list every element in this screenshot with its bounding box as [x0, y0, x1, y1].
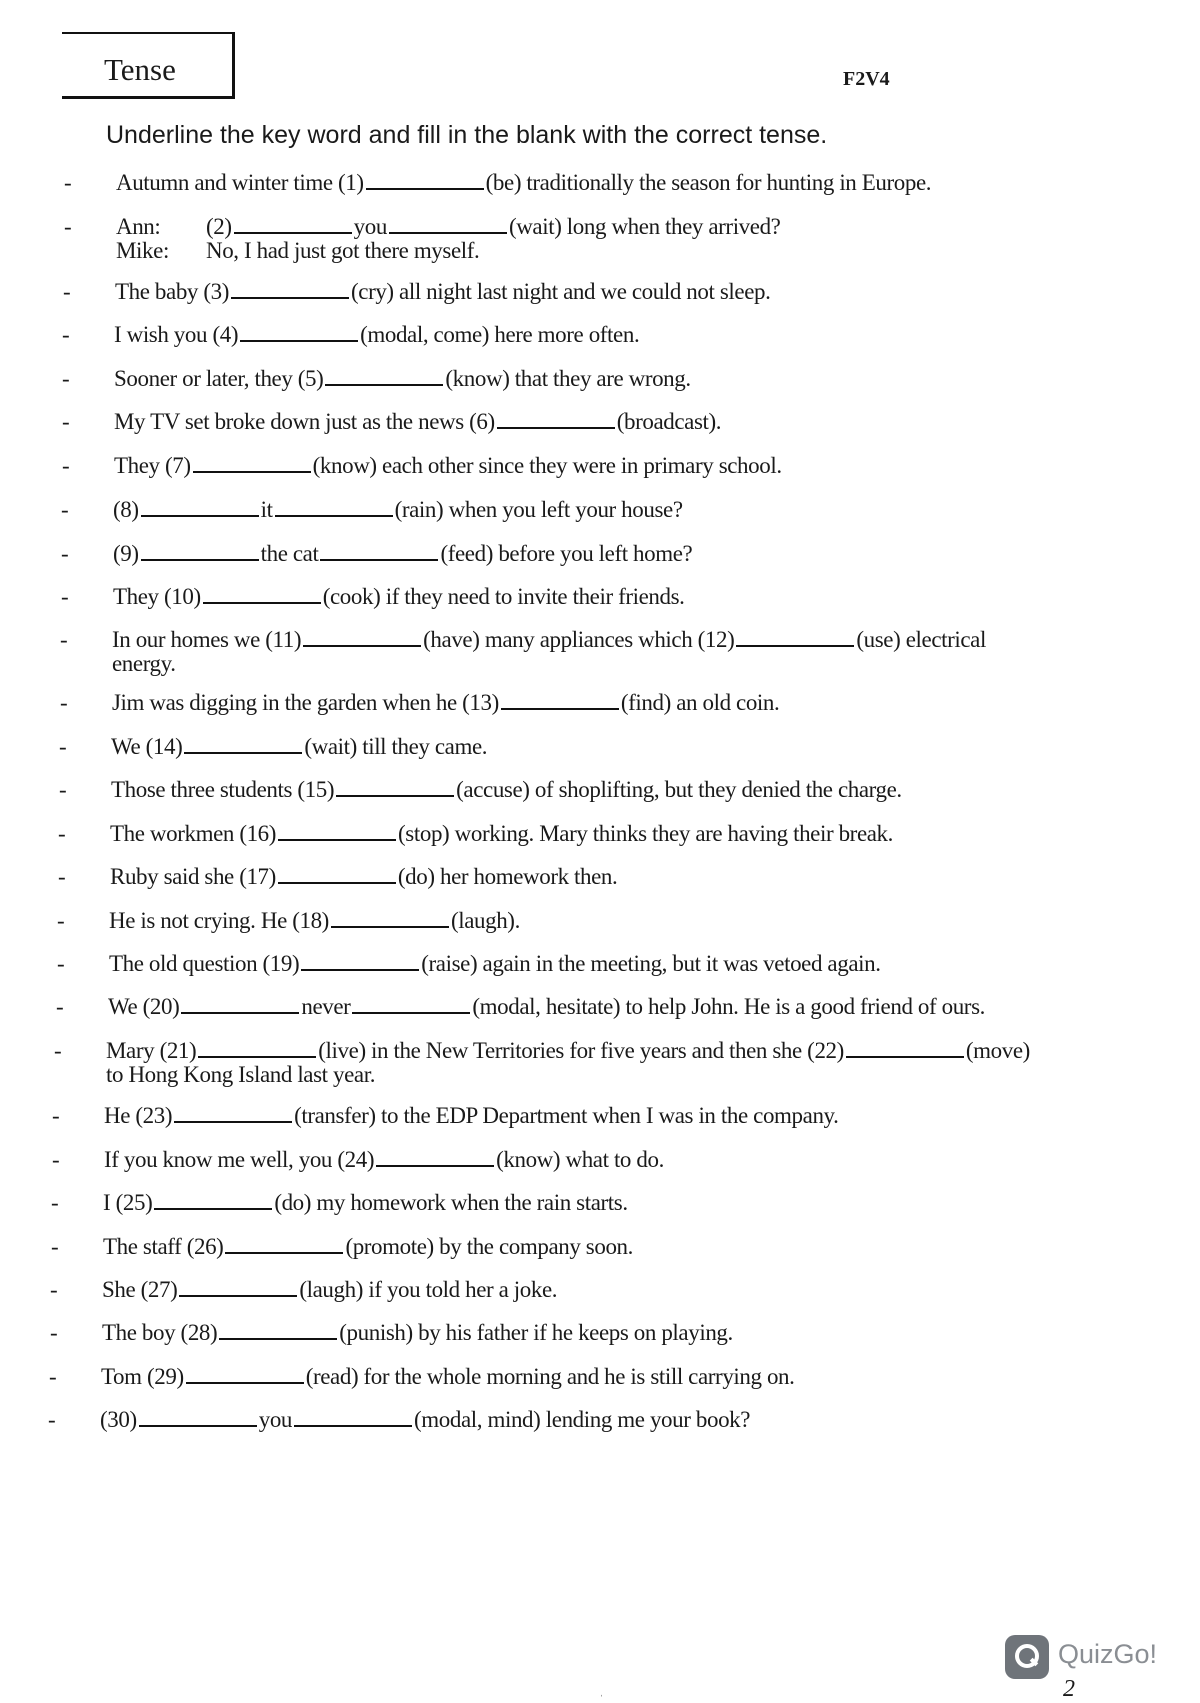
question-item — [51, 1190, 1200, 1215]
question-text: The baby (3) — [115, 279, 229, 304]
answer-blank[interactable] — [141, 543, 259, 561]
question-text: (do) my homework when the rain starts. — [274, 1190, 628, 1215]
question-text: (modal, come) here more often. — [360, 322, 640, 347]
question-text: (modal, hesitate) to help John. He is a good friend of ours. — [472, 994, 985, 1019]
bullet-dash: - — [57, 908, 65, 933]
bullet-dash: - — [60, 627, 68, 652]
question-text: (have) many appliances which (12) — [423, 627, 735, 652]
question-item — [50, 1277, 1200, 1302]
bullet-dash: - — [61, 584, 69, 609]
answer-blank[interactable] — [141, 499, 259, 517]
answer-blank[interactable] — [231, 281, 349, 299]
question-line — [114, 454, 1200, 478]
question-item — [62, 366, 1200, 391]
question-text: (promote) by the company soon. — [345, 1234, 634, 1259]
answer-blank[interactable] — [366, 172, 484, 190]
answer-blank[interactable] — [352, 996, 470, 1014]
question-item — [64, 214, 1200, 263]
question-text: I (25) — [103, 1190, 153, 1215]
question-text: (30) — [100, 1407, 137, 1432]
question-text: The old question (19) — [109, 951, 300, 976]
answer-blank[interactable] — [174, 1105, 292, 1123]
question-text: (raise) again in the meeting, but it was vetoed again. — [421, 951, 881, 976]
speaker-label: Mike: — [116, 238, 169, 263]
question-line — [100, 1408, 1200, 1432]
question-line — [114, 367, 1200, 391]
answer-blank[interactable] — [193, 455, 311, 473]
question-text: (cry) all night last night and we could not sleep. — [351, 279, 771, 304]
answer-blank[interactable] — [278, 823, 396, 841]
question-text: No, I had just got there myself. — [206, 238, 480, 263]
question-line — [103, 1191, 1200, 1215]
question-line — [110, 822, 1200, 846]
question-text: (8) — [113, 497, 139, 522]
question-text: (feed) before you left home? — [440, 541, 693, 566]
question-text: never — [301, 994, 351, 1019]
question-text: (read) for the whole morning and he is still carrying on. — [305, 1364, 795, 1389]
answer-blank[interactable] — [154, 1192, 272, 1210]
answer-blank[interactable] — [497, 411, 615, 429]
bullet-dash: - — [58, 864, 66, 889]
question-text: The workmen (16) — [110, 821, 277, 846]
question-text: (use) electrical — [856, 627, 986, 652]
question-line — [109, 952, 1200, 976]
question-line — [111, 778, 1200, 802]
question-item — [62, 409, 1200, 434]
question-line — [108, 995, 1200, 1019]
question-item — [61, 497, 1200, 522]
bullet-dash: - — [58, 821, 66, 846]
question-line — [103, 1235, 1200, 1259]
quizgo-badge-icon — [1005, 1635, 1049, 1679]
question-item — [59, 777, 1200, 802]
question-line — [111, 735, 1200, 759]
question-text: (accuse) of shoplifting, but they denied the charge. — [456, 777, 902, 802]
answer-blank[interactable] — [331, 910, 449, 928]
question-item — [61, 584, 1200, 609]
question-item — [63, 279, 1200, 304]
question-item — [57, 951, 1200, 976]
answer-blank[interactable] — [179, 1279, 297, 1297]
answer-blank[interactable] — [389, 216, 507, 234]
question-text: He is not crying. He (18) — [109, 908, 329, 933]
question-text: (stop) working. Mary thinks they are having their break. — [398, 821, 894, 846]
question-item — [58, 864, 1200, 889]
answer-blank[interactable] — [240, 324, 358, 342]
question-item — [52, 1147, 1200, 1172]
worksheet-title: Tense — [104, 52, 176, 87]
question-text: you — [258, 1407, 293, 1432]
question-line — [102, 1278, 1200, 1302]
question-line — [102, 1321, 1200, 1345]
question-text: (modal, mind) lending me your book? — [414, 1407, 751, 1432]
question-item — [58, 821, 1200, 846]
question-text: She (27) — [102, 1277, 178, 1302]
question-line — [101, 1365, 1200, 1389]
question-item — [59, 734, 1200, 759]
question-text: He (23) — [104, 1103, 173, 1128]
bullet-dash: - — [51, 1190, 59, 1215]
answer-blank[interactable] — [234, 216, 352, 234]
question-text: (do) her homework then. — [397, 864, 618, 889]
instructions: Underline the key word and fill in the blank with the correct tense. — [106, 121, 828, 149]
question-line — [106, 1039, 1200, 1063]
quizgo-logo — [1005, 1633, 1175, 1681]
question-item — [64, 170, 1200, 195]
question-text: The staff (26) — [103, 1234, 224, 1259]
question-item — [54, 1038, 1200, 1087]
page-number: 2 — [1063, 1676, 1075, 1702]
speaker-label: Ann: — [116, 214, 161, 239]
question-line — [104, 1148, 1200, 1172]
question-line — [116, 171, 1200, 195]
question-line — [112, 691, 1200, 715]
answer-blank[interactable] — [336, 779, 454, 797]
question-text: In our homes we (11) — [112, 627, 302, 652]
bullet-dash: - — [61, 541, 69, 566]
answer-blank[interactable] — [501, 692, 619, 710]
question-text: Jim was digging in the garden when he (13) — [112, 690, 499, 715]
answer-blank[interactable] — [139, 1409, 257, 1427]
bullet-dash: - — [63, 279, 71, 304]
question-continuation: energy. — [112, 651, 176, 676]
answer-blank[interactable] — [184, 736, 302, 754]
question-item — [49, 1364, 1200, 1389]
bullet-dash: - — [61, 497, 69, 522]
question-text: Ruby said she (17) — [110, 864, 276, 889]
question-text: (laugh). — [450, 908, 520, 933]
question-text: (know) what to do. — [496, 1147, 664, 1172]
question-text: the cat — [260, 541, 319, 566]
question-line — [109, 909, 1200, 933]
bullet-dash: - — [54, 1038, 62, 1063]
question-item — [60, 690, 1200, 715]
question-item — [48, 1407, 1200, 1432]
question-line — [113, 542, 1200, 566]
question-item — [51, 1234, 1200, 1259]
scan-mark: ˌ — [600, 1686, 604, 1697]
question-line — [104, 1104, 1200, 1128]
bullet-dash: - — [62, 322, 70, 347]
question-item — [56, 994, 1200, 1019]
question-line — [113, 585, 1200, 609]
question-text: (9) — [113, 541, 139, 566]
bullet-dash: - — [59, 777, 67, 802]
answer-blank[interactable] — [294, 1409, 412, 1427]
question-line — [115, 280, 1200, 304]
question-text: (know) that they are wrong. — [445, 366, 691, 391]
answer-blank[interactable] — [303, 629, 421, 647]
question-text: Those three students (15) — [111, 777, 335, 802]
dialogue-line — [116, 239, 1200, 263]
question-text: (be) traditionally the season for hunting in Europe. — [485, 170, 932, 195]
bullet-dash: - — [57, 951, 65, 976]
answer-blank[interactable] — [198, 1040, 316, 1058]
question-text: Mary (21) — [106, 1038, 197, 1063]
question-text: Autumn and winter time (1) — [116, 170, 364, 195]
question-text: it — [260, 497, 273, 522]
question-text: (2) — [206, 214, 232, 239]
answer-blank[interactable] — [320, 543, 438, 561]
question-text: (wait) long when they arrived? — [508, 214, 781, 239]
question-text: I wish you (4) — [114, 322, 239, 347]
bullet-dash: - — [50, 1277, 58, 1302]
question-text: They (10) — [113, 584, 201, 609]
bullet-dash: - — [62, 453, 70, 478]
answer-blank[interactable] — [275, 499, 393, 517]
question-line — [114, 323, 1200, 347]
question-text: Tom (29) — [101, 1364, 184, 1389]
answer-blank[interactable] — [278, 866, 396, 884]
answer-blank[interactable] — [186, 1366, 304, 1384]
question-item — [57, 908, 1200, 933]
question-continuation: to Hong Kong Island last year. — [106, 1062, 376, 1087]
question-item — [60, 627, 1200, 676]
question-text: you — [353, 214, 387, 239]
question-text: My TV set broke down just as the news (6) — [114, 409, 495, 434]
bullet-dash: - — [59, 734, 67, 759]
bullet-dash: - — [62, 366, 70, 391]
title-box — [62, 32, 235, 99]
question-line — [110, 865, 1200, 889]
logo-text: QuizGo! — [1058, 1639, 1158, 1669]
question-text: If you know me well, you (24) — [104, 1147, 375, 1172]
question-text: (laugh) if you told her a joke. — [299, 1277, 558, 1302]
bullet-dash: - — [51, 1234, 59, 1259]
dialogue-line — [116, 215, 1200, 239]
question-text: (transfer) to the EDP Department when I was in the company. — [294, 1103, 839, 1128]
bullet-dash: - — [50, 1320, 58, 1345]
bullet-dash: - — [60, 690, 68, 715]
question-text: (know) each other since they were in primary school. — [312, 453, 782, 478]
question-text: (move) — [965, 1038, 1030, 1063]
question-text: The boy (28) — [102, 1320, 218, 1345]
question-text: (broadcast). — [616, 409, 722, 434]
question-line — [112, 628, 1200, 652]
question-text: (live) in the New Territories for five years and then she (22) — [318, 1038, 844, 1063]
answer-blank[interactable] — [376, 1149, 494, 1167]
bullet-dash: - — [52, 1103, 60, 1128]
question-text: We (20) — [108, 994, 180, 1019]
question-text: (cook) if they need to invite their friends. — [322, 584, 685, 609]
bullet-dash: - — [64, 214, 72, 239]
question-item — [61, 541, 1200, 566]
answer-blank[interactable] — [225, 1236, 343, 1254]
question-text: (rain) when you left your house? — [394, 497, 683, 522]
bullet-dash: - — [49, 1364, 57, 1389]
question-text: We (14) — [111, 734, 183, 759]
bullet-dash: - — [56, 994, 64, 1019]
answer-blank[interactable] — [325, 368, 443, 386]
question-text: (wait) till they came. — [304, 734, 488, 759]
answer-blank[interactable] — [181, 996, 299, 1014]
question-text: Sooner or later, they (5) — [114, 366, 324, 391]
answer-blank[interactable] — [219, 1322, 337, 1340]
question-item — [52, 1103, 1200, 1128]
answer-blank[interactable] — [203, 586, 321, 604]
bullet-dash: - — [64, 170, 72, 195]
question-line — [114, 410, 1200, 434]
answer-blank[interactable] — [736, 629, 854, 647]
question-text: (find) an old coin. — [620, 690, 780, 715]
bullet-dash: - — [62, 409, 70, 434]
answer-blank[interactable] — [301, 953, 419, 971]
bullet-dash: - — [48, 1407, 56, 1432]
question-text: (punish) by his father if he keeps on playing. — [339, 1320, 733, 1345]
question-item — [62, 453, 1200, 478]
question-item — [62, 322, 1200, 347]
question-item — [50, 1320, 1200, 1345]
question-line — [113, 498, 1200, 522]
bullet-dash: - — [52, 1147, 60, 1172]
answer-blank[interactable] — [846, 1040, 964, 1058]
worksheet-code: F2V4 — [843, 68, 890, 90]
question-text: They (7) — [114, 453, 191, 478]
